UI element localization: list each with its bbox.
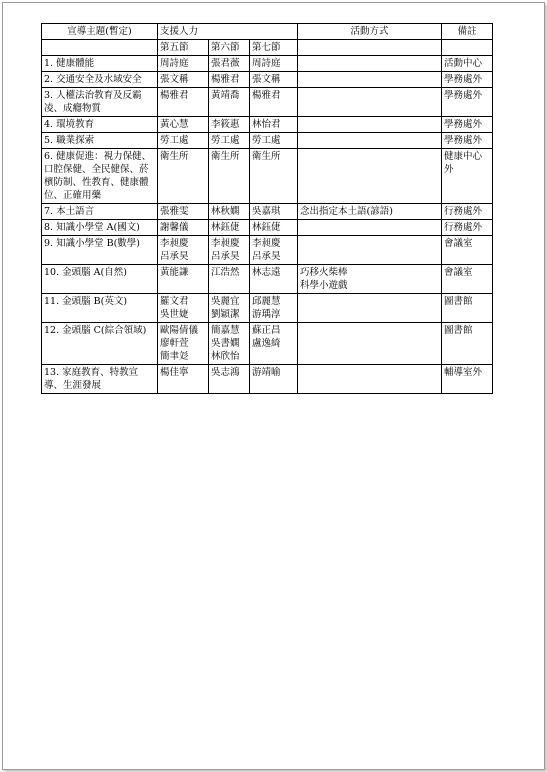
table-row — [42, 72, 493, 88]
topic-cell-line: 5. 職業探索 — [44, 135, 95, 146]
period-5-staff — [158, 365, 209, 394]
table-row — [42, 236, 493, 265]
topic-cell-line: 3. 人權法治教育及反霸凌、成癮物質 — [44, 90, 142, 114]
activity-cell — [298, 220, 442, 236]
table-row — [42, 365, 493, 394]
period-6-staff — [209, 220, 250, 236]
period-5-staff — [158, 220, 209, 236]
topic-cell — [42, 56, 158, 72]
period-7-staff-line: 林志遠 — [252, 267, 281, 278]
period-5-staff — [158, 236, 209, 265]
period-5-staff-line: 張雅雯 — [160, 206, 189, 217]
period-5-staff — [158, 204, 209, 220]
activity-cell — [298, 294, 442, 323]
activity-cell — [298, 265, 442, 294]
period-7: 第七節 — [250, 40, 298, 56]
topic-cell — [42, 72, 158, 88]
period-7-staff — [250, 56, 298, 72]
period-5-staff-line: 李昶慶 — [160, 238, 189, 249]
note-cell-line: 圖書館 — [444, 325, 473, 336]
table-row — [42, 220, 493, 236]
activity-cell — [298, 56, 442, 72]
period-6-staff — [209, 294, 250, 323]
period-6-staff — [209, 236, 250, 265]
note-cell — [442, 117, 493, 133]
note-cell-line: 學務處外 — [444, 74, 483, 85]
period-7-staff-line: 呂承昊 — [252, 251, 281, 262]
note-cell-line: 健康中心外 — [444, 151, 483, 175]
period-6-staff-line: 林欣怡 — [211, 351, 240, 362]
note-cell — [442, 265, 493, 294]
activity-cell — [298, 133, 442, 149]
topic-cell — [42, 365, 158, 394]
period-6-staff — [209, 149, 250, 204]
period-7-staff-line: 林怡君 — [252, 119, 281, 130]
period-7-staff — [250, 117, 298, 133]
note-cell — [442, 220, 493, 236]
period-6-staff-line: 劉穎潔 — [211, 309, 240, 320]
header-support: 支援人力 — [158, 24, 298, 40]
period-6-staff-line: 李昶慶 — [211, 238, 240, 249]
period-7-staff — [250, 236, 298, 265]
period-7-staff-line: 周詩庭 — [252, 58, 281, 69]
period-5-staff-line: 吳世婕 — [160, 309, 189, 320]
table-row — [42, 204, 493, 220]
period-5-staff — [158, 133, 209, 149]
topic-cell — [42, 294, 158, 323]
period-5-staff-line: 楊佳寧 — [160, 367, 189, 378]
period-5-staff — [158, 72, 209, 88]
period-6-staff — [209, 204, 250, 220]
activity-cell — [298, 149, 442, 204]
period-5: 第五節 — [158, 40, 209, 56]
topic-cell-line: 10. 金頭腦 A(自然) — [44, 267, 127, 278]
period-7-staff — [250, 265, 298, 294]
topic-cell — [42, 265, 158, 294]
period-6: 第六節 — [209, 40, 250, 56]
period-5-staff-line: 周詩庭 — [160, 58, 189, 69]
period-6-staff — [209, 56, 250, 72]
topic-cell-line: 6. 健康促進：視力保健、口腔保健、全民健保、菸檳防制、性教育、健康體位、正確用藥 — [44, 151, 152, 201]
topic-cell-line: 4. 環境教育 — [44, 119, 95, 130]
activity-cell — [298, 72, 442, 88]
period-6-staff-line: 衛生所 — [211, 151, 240, 162]
activity-cell — [298, 88, 442, 117]
period-6-staff-line: 楊雅君 — [211, 74, 240, 85]
note-cell — [442, 133, 493, 149]
period-7-staff-line: 蘇正昌 — [252, 325, 281, 336]
activity-cell — [298, 117, 442, 133]
period-5-staff — [158, 117, 209, 133]
table-row — [42, 294, 493, 323]
activity-cell-line: 念出指定本土語(諺語) — [300, 206, 393, 217]
period-5-staff-line: 張文稱 — [160, 74, 189, 85]
period-row — [42, 40, 493, 56]
period-7-staff — [250, 204, 298, 220]
period-5-staff — [158, 56, 209, 72]
period-7-staff-line: 吳嘉琪 — [252, 206, 281, 217]
period-activity-blank — [298, 40, 442, 56]
period-6-staff — [209, 117, 250, 133]
topic-cell-line: 1. 健康體能 — [44, 58, 95, 69]
topic-cell — [42, 117, 158, 133]
period-7-staff — [250, 72, 298, 88]
period-note-blank — [442, 40, 493, 56]
note-cell-line: 會議室 — [444, 267, 473, 278]
period-6-staff-line: 呂承昊 — [211, 251, 240, 262]
period-5-staff — [158, 265, 209, 294]
period-6-staff-line: 江浩然 — [211, 267, 240, 278]
period-6-staff — [209, 88, 250, 117]
schedule-table — [41, 23, 493, 394]
period-6-staff-line: 林鈺倢 — [211, 222, 240, 233]
activity-cell — [298, 236, 442, 265]
table-row — [42, 56, 493, 72]
topic-cell-line: 13. 家庭教育、特教宣導、生涯發展 — [44, 367, 139, 391]
topic-cell — [42, 88, 158, 117]
period-6-staff-line: 勞工處 — [211, 135, 240, 146]
period-6-staff-line: 吳麗宜 — [211, 296, 240, 307]
table-row — [42, 117, 493, 133]
note-cell — [442, 294, 493, 323]
activity-cell-line: 科學小遊戲 — [300, 280, 348, 291]
period-7-staff-line: 衛生所 — [252, 151, 281, 162]
note-cell — [442, 88, 493, 117]
topic-cell-line: 2. 交通安全及水域安全 — [44, 74, 142, 85]
period-6-staff-line: 吳志鴻 — [211, 367, 240, 378]
note-cell-line: 學務處外 — [444, 119, 483, 130]
table-row — [42, 323, 493, 365]
period-5-staff-line: 歐陽倩儀 — [160, 325, 199, 336]
note-cell — [442, 236, 493, 265]
header-note: 備註 — [442, 24, 493, 40]
period-5-staff — [158, 323, 209, 365]
period-7-staff — [250, 323, 298, 365]
period-7-staff-line: 游靖喻 — [252, 367, 281, 378]
note-cell — [442, 323, 493, 365]
period-7-staff-line: 勞工處 — [252, 135, 281, 146]
period-5-staff-line: 簡聿彣 — [160, 351, 189, 362]
table-row — [42, 149, 493, 204]
period-5-staff — [158, 149, 209, 204]
topic-cell-line: 9. 知識小學堂 B(數學) — [44, 238, 140, 249]
topic-cell-line: 11. 金頭腦 B(英文) — [44, 296, 128, 307]
period-6-staff-line: 張君薇 — [211, 58, 240, 69]
period-5-staff-line: 呂承昊 — [160, 251, 189, 262]
period-7-staff — [250, 220, 298, 236]
period-6-staff-line: 林秋嫻 — [211, 206, 240, 217]
topic-cell — [42, 133, 158, 149]
note-cell-line: 學務處外 — [444, 135, 483, 146]
note-cell-line: 行務處外 — [444, 222, 483, 233]
period-5-staff — [158, 294, 209, 323]
table-body — [42, 56, 493, 394]
note-cell-line: 活動中心 — [444, 58, 483, 69]
table-row — [42, 265, 493, 294]
period-5-staff-line: 楊雅君 — [160, 90, 189, 101]
header-activity: 活動方式 — [298, 24, 442, 40]
period-7-staff-line: 邱麗慧 — [252, 296, 281, 307]
topic-cell — [42, 204, 158, 220]
note-cell-line: 圖書館 — [444, 296, 473, 307]
period-7-staff — [250, 294, 298, 323]
period-7-staff-line: 林鈺倢 — [252, 222, 281, 233]
table-row — [42, 133, 493, 149]
topic-cell — [42, 149, 158, 204]
period-blank — [42, 40, 158, 56]
note-cell-line: 行務處外 — [444, 206, 483, 217]
period-6-staff — [209, 133, 250, 149]
period-5-staff-line: 黃心慧 — [160, 119, 189, 130]
period-7-staff — [250, 149, 298, 204]
period-6-staff — [209, 265, 250, 294]
period-5-staff-line: 勞工處 — [160, 135, 189, 146]
period-5-staff-line: 羅文君 — [160, 296, 189, 307]
period-7-staff-line: 楊雅君 — [252, 90, 281, 101]
document-page — [2, 2, 545, 770]
activity-cell — [298, 204, 442, 220]
note-cell-line: 輔導室外 — [444, 367, 483, 378]
note-cell-line: 學務處外 — [444, 90, 483, 101]
note-cell — [442, 204, 493, 220]
topic-cell-line: 8. 知識小學堂 A(國文) — [44, 222, 140, 233]
period-6-staff — [209, 365, 250, 394]
period-7-staff-line: 張文稱 — [252, 74, 281, 85]
period-6-staff-line: 簡嘉慧 — [211, 325, 240, 336]
note-cell-line: 會議室 — [444, 238, 473, 249]
period-6-staff-line: 李筱惠 — [211, 119, 240, 130]
activity-cell — [298, 323, 442, 365]
header-topic: 宣導主題(暫定) — [42, 24, 158, 40]
topic-cell-line: 12. 金頭腦 C(綜合領域) — [44, 325, 147, 336]
topic-cell — [42, 323, 158, 365]
activity-cell-line: 巧移火柴棒 — [300, 267, 348, 278]
topic-cell — [42, 220, 158, 236]
period-6-staff — [209, 72, 250, 88]
period-5-staff-line: 黃能謙 — [160, 267, 189, 278]
period-5-staff-line: 謝馨儀 — [160, 222, 189, 233]
note-cell — [442, 149, 493, 204]
period-6-staff — [209, 323, 250, 365]
period-5-staff — [158, 88, 209, 117]
period-7-staff-line: 李昶慶 — [252, 238, 281, 249]
note-cell — [442, 365, 493, 394]
period-7-staff — [250, 88, 298, 117]
topic-cell-line: 7. 本土語言 — [44, 206, 95, 217]
period-6-staff-line: 吳書嫻 — [211, 338, 240, 349]
period-5-staff-line: 衛生所 — [160, 151, 189, 162]
period-5-staff-line: 廖軒萱 — [160, 338, 189, 349]
table-row — [42, 88, 493, 117]
header-row — [42, 24, 493, 40]
note-cell — [442, 72, 493, 88]
period-7-staff-line: 盧逸綺 — [252, 338, 281, 349]
period-7-staff — [250, 365, 298, 394]
period-7-staff-line: 游瑀淳 — [252, 309, 281, 320]
period-6-staff-line: 黃靖喬 — [211, 90, 240, 101]
topic-cell — [42, 236, 158, 265]
period-7-staff — [250, 133, 298, 149]
activity-cell — [298, 365, 442, 394]
note-cell — [442, 56, 493, 72]
